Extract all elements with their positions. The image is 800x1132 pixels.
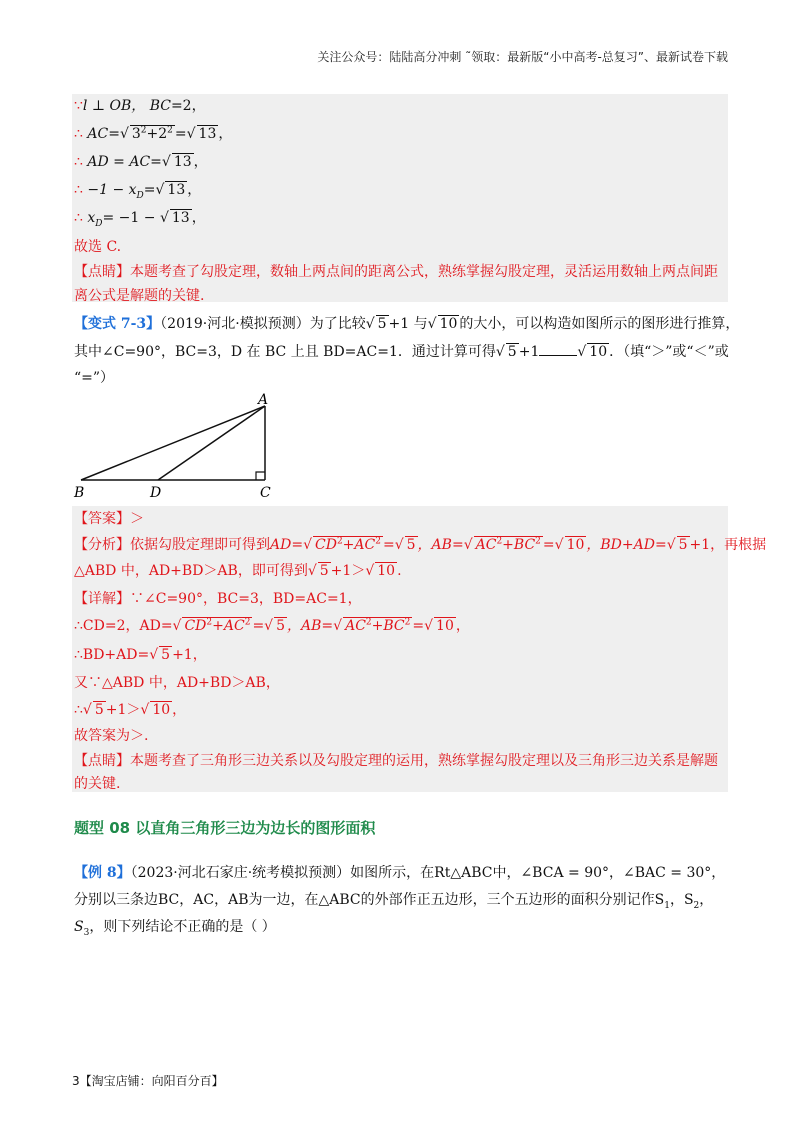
answer-choice: 故选 C.: [74, 239, 122, 255]
vertex-label-a: A: [258, 392, 269, 408]
example-line-1: 【例 8】（2023·河北石家庄·统考模拟预测）如图所示，在Rt△ABC中，∠BCA = 90°，∠BAC = 30°，: [74, 865, 726, 881]
variant-question-line-2: 其中∠C=90°，BC=3，D 在 BC 上且 BD=AC=1．通过计算可得√ 5 +1 √ 10 ．（填“＞”或“＜”或: [74, 344, 729, 360]
answer-blank: [539, 342, 577, 356]
comment-line-2: 离公式是解题的关键.: [74, 288, 205, 304]
detail-line-1: 【详解】∵∠C=90°，BC=3，BD=AC=1，: [74, 591, 362, 607]
answer-line: 【答案】＞: [74, 511, 144, 527]
analysis-line-2: △ABD 中，AD+BD＞AB，即可得到√ 5 +1＞√ 10 .: [74, 563, 402, 579]
remark-line-1: 【点睛】本题考查了三角形三边关系以及勾股定理的运用，熟练掌握勾股定理以及三角形三边关系是解题: [74, 753, 718, 769]
example-tag: 【例 8】: [74, 865, 131, 881]
vertex-label-b: B: [74, 485, 85, 501]
step-line-2: ∴ AC=√ $3^2+2^2$ =√ 13 ，: [74, 125, 233, 142]
variant-tag: 【变式 7-3】: [74, 316, 161, 332]
triangle-figure: [72, 392, 282, 502]
detail-line-4: 又∵△ABD 中，AD+BD＞AB，: [74, 675, 280, 691]
comment-line-1: 【点睛】本题考查了勾股定理，数轴上两点间的距离公式，熟练掌握勾股定理，灵活运用数轴上两点间距: [74, 264, 718, 280]
step-line-1: ∵l ⊥ OB， BC=2，: [74, 98, 206, 114]
detail-line-5: ∴√ 5 +1＞√ 10 ，: [74, 702, 187, 718]
variant-question-line-1: 【变式 7-3】（2019·河北·模拟预测）为了比较√ 5 +1 与√ 10 的大小，可以构造如图所示的图形进行推算，: [74, 316, 740, 332]
analysis-line-1: 【分析】依据勾股定理即可得到AD=√ $CD^2+AC^2$ =√ 5 ，AB=√ $AC^2+BC^2$ =√ 10 ，BD+AD=√ 5 +1，再根据: [74, 536, 767, 553]
step-line-5: ∴ $x_D= -1$ − √ 13 ，: [74, 210, 206, 229]
step-line-4: ∴ $-1 - x_D=√$ 13 ，: [74, 182, 202, 201]
page-header: 关注公众号：陆陆高分冲刺 ˜领取：最新版“小中高考-总复习”、最新试卷下载: [317, 50, 728, 64]
step-line-3: ∴ AD = AC=√ 13 ，: [74, 154, 208, 170]
example-line-2: 分别以三条边BC，AC，AB为一边，在△ABC的外部作正五边形，三个五边形的面积分别记作$S_1$，$S_2$，: [74, 892, 714, 911]
section-heading: 题型 08 以直角三角形三边为边长的图形面积: [74, 819, 376, 837]
vertex-label-c: C: [260, 485, 271, 501]
detail-line-6: 故答案为＞.: [74, 728, 149, 744]
example-line-3: $S_3$，则下列结论不正确的是（ ）: [74, 919, 276, 938]
vertex-label-d: D: [150, 485, 162, 501]
variant-question-line-3: “=”）: [74, 370, 115, 386]
detail-line-3: ∴BD+AD=√ 5 +1，: [74, 647, 207, 663]
detail-line-2: ∴CD=2，AD=√ $CD^2+AC^2$ =√ 5 ，AB=√ $AC^2+BC^2$ =√ 10 ，: [74, 617, 470, 634]
remark-line-2: 的关键.: [74, 776, 121, 792]
page-footer: 3【淘宝店铺：向阳百分百】: [72, 1074, 224, 1088]
